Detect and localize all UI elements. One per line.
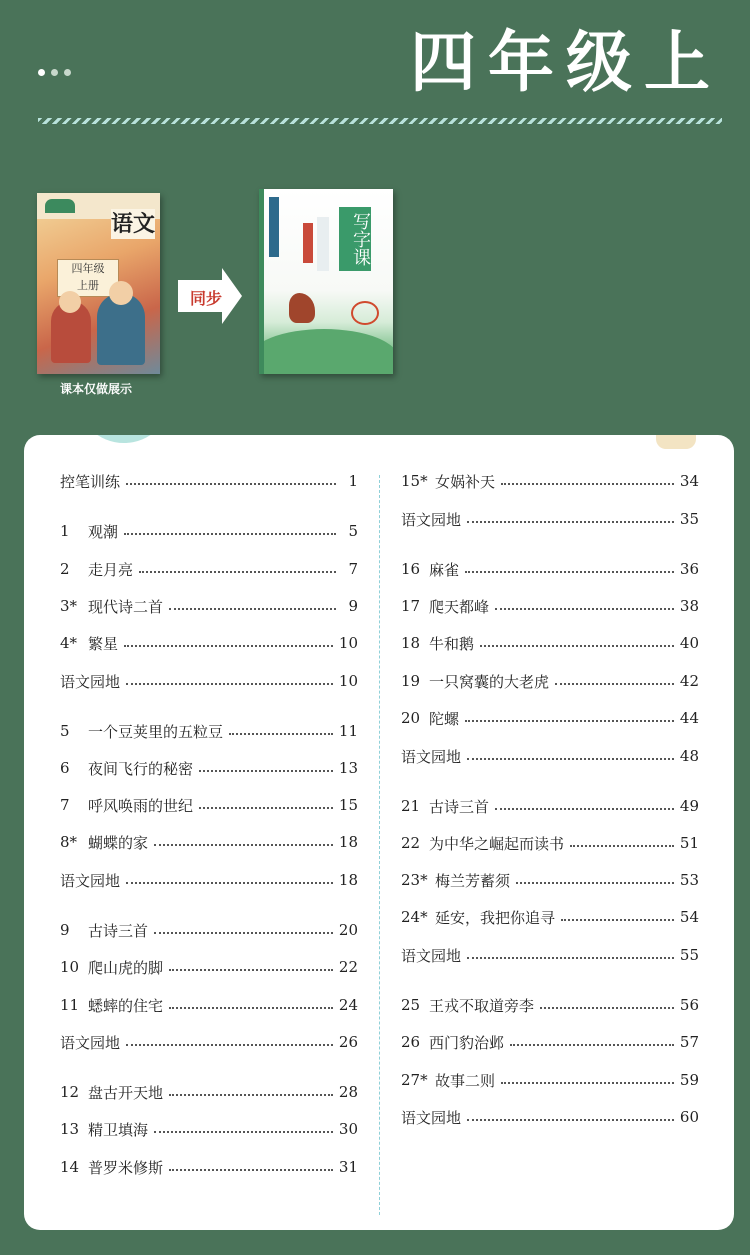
dot-leader bbox=[169, 1093, 333, 1096]
dot-leader bbox=[154, 931, 333, 934]
decorative-arc bbox=[76, 435, 172, 443]
lesson-title: 语文园地 bbox=[401, 510, 462, 529]
toc-row bbox=[401, 866, 699, 894]
page-number: 10 bbox=[338, 672, 358, 690]
sync-label: 同步 bbox=[189, 289, 222, 308]
lesson-number: 14 bbox=[60, 1158, 80, 1176]
page-number: 30 bbox=[338, 1120, 358, 1138]
lesson-title: 爬山虎的脚 bbox=[88, 958, 164, 977]
dot-leader bbox=[126, 482, 336, 485]
page-number: 24 bbox=[338, 996, 358, 1014]
lesson-number: 6 bbox=[60, 759, 70, 777]
lesson-number: 16 bbox=[401, 560, 421, 578]
publisher-logo bbox=[45, 199, 75, 213]
page-number: 38 bbox=[679, 597, 699, 615]
lesson-title: 古诗三首 bbox=[88, 921, 149, 940]
textbook-volume: 上册 bbox=[77, 279, 99, 292]
toc-row bbox=[401, 1028, 699, 1056]
lesson-number: 5 bbox=[60, 722, 70, 740]
lesson-title: 延安，我把你追寻 bbox=[435, 908, 556, 927]
dot-leader bbox=[229, 732, 333, 735]
dot-leader bbox=[516, 881, 674, 884]
page-number: 36 bbox=[679, 560, 699, 578]
lesson-number: 13 bbox=[60, 1120, 80, 1138]
dot-leader bbox=[169, 607, 336, 610]
decorative-tab bbox=[656, 435, 696, 449]
page-number: 9 bbox=[348, 597, 358, 615]
toc-row bbox=[60, 1078, 358, 1106]
dot-leader bbox=[467, 520, 674, 523]
lesson-title: 蟋蟀的住宅 bbox=[88, 996, 164, 1015]
toc-row bbox=[60, 667, 358, 695]
cover-hill bbox=[259, 329, 393, 374]
lesson-title: 语文园地 bbox=[401, 747, 462, 766]
lesson-title: 一只窝囊的大老虎 bbox=[429, 672, 550, 691]
toc-row bbox=[60, 828, 358, 856]
lesson-title: 普罗米修斯 bbox=[88, 1158, 164, 1177]
dot-leader bbox=[570, 844, 674, 847]
table-of-contents-card bbox=[24, 435, 734, 1230]
lesson-number: 19 bbox=[401, 672, 421, 690]
lesson-title: 控笔训练 bbox=[60, 472, 121, 491]
page-number: 28 bbox=[338, 1083, 358, 1101]
dot-leader bbox=[126, 881, 333, 884]
display-only-note: 课本仅做展示 bbox=[60, 382, 133, 396]
lesson-title: 观潮 bbox=[88, 522, 119, 541]
toc-row bbox=[401, 792, 699, 820]
toc-row bbox=[60, 717, 358, 745]
textbook-subject: 语文 bbox=[111, 211, 156, 237]
toc-row bbox=[60, 754, 358, 782]
horse-rider-illustration bbox=[289, 293, 315, 323]
page-number: 34 bbox=[679, 472, 699, 490]
dot-leader bbox=[465, 719, 674, 722]
page-number: 49 bbox=[679, 797, 699, 815]
lesson-number: 21 bbox=[401, 797, 421, 815]
toc-row bbox=[60, 866, 358, 894]
dot-leader bbox=[199, 806, 333, 809]
dot-leader bbox=[169, 1006, 333, 1009]
dot-leader bbox=[467, 956, 674, 959]
lesson-number: 4* bbox=[60, 634, 78, 652]
lesson-number: 3* bbox=[60, 597, 78, 615]
page-number: 20 bbox=[338, 921, 358, 939]
dot-leader bbox=[561, 918, 674, 921]
lesson-title: 王戎不取道旁李 bbox=[429, 996, 535, 1015]
lesson-number: 12 bbox=[60, 1083, 80, 1101]
toc-row bbox=[401, 829, 699, 857]
lesson-number: 1 bbox=[60, 522, 70, 540]
lesson-title: 语文园地 bbox=[60, 1033, 121, 1052]
textbook-grade: 四年级 bbox=[71, 262, 105, 275]
dot-leader bbox=[467, 757, 674, 760]
lesson-title: 盘古开天地 bbox=[88, 1083, 164, 1102]
lesson-title: 语文园地 bbox=[401, 1108, 462, 1127]
lesson-title: 走月亮 bbox=[88, 560, 134, 579]
toc-row bbox=[60, 629, 358, 657]
page-number: 53 bbox=[679, 871, 699, 889]
workbook-title: 写字课 bbox=[339, 207, 371, 271]
carousel-dots[interactable] bbox=[38, 69, 71, 76]
lesson-number: 24* bbox=[401, 908, 428, 926]
dot-leader bbox=[495, 807, 674, 810]
lesson-number: 17 bbox=[401, 597, 421, 615]
lesson-title: 语文园地 bbox=[401, 946, 462, 965]
illustration-face bbox=[59, 291, 81, 313]
toc-row bbox=[401, 467, 699, 495]
toc-row bbox=[60, 592, 358, 620]
lesson-title: 一个豆荚里的五粒豆 bbox=[88, 722, 224, 741]
dot-leader bbox=[495, 607, 674, 610]
page-number: 5 bbox=[348, 522, 358, 540]
lesson-title: 语文园地 bbox=[60, 871, 121, 890]
page-number: 54 bbox=[679, 908, 699, 926]
toc-row bbox=[401, 667, 699, 695]
workbook-cover-image bbox=[259, 189, 393, 374]
lesson-number: 10 bbox=[60, 958, 80, 976]
toc-row bbox=[401, 704, 699, 732]
carousel-dot[interactable] bbox=[51, 69, 58, 76]
lesson-number: 27* bbox=[401, 1071, 428, 1089]
toc-row bbox=[401, 941, 699, 969]
lesson-title: 梅兰芳蓄须 bbox=[435, 871, 511, 890]
page-number: 44 bbox=[679, 709, 699, 727]
toc-row bbox=[60, 1028, 358, 1056]
illustration-face bbox=[109, 281, 133, 305]
lesson-number: 22 bbox=[401, 834, 421, 852]
page-number: 57 bbox=[679, 1033, 699, 1051]
lesson-number: 20 bbox=[401, 709, 421, 727]
page-number: 10 bbox=[338, 634, 358, 652]
column-divider bbox=[379, 475, 380, 1215]
dot-leader bbox=[124, 532, 336, 535]
toc-row bbox=[60, 1115, 358, 1143]
cover-spine bbox=[259, 189, 264, 374]
page-number: 13 bbox=[338, 759, 358, 777]
toc-row bbox=[401, 903, 699, 931]
toc-row bbox=[60, 953, 358, 981]
dot-leader bbox=[555, 682, 674, 685]
dot-leader bbox=[126, 682, 333, 685]
dot-leader bbox=[501, 482, 674, 485]
toc-row bbox=[401, 991, 699, 1019]
lesson-number: 25 bbox=[401, 996, 421, 1014]
page-number: 11 bbox=[338, 722, 358, 740]
page-number: 22 bbox=[338, 958, 358, 976]
toc-row bbox=[60, 1153, 358, 1181]
page-number: 56 bbox=[679, 996, 699, 1014]
toc-row bbox=[401, 1103, 699, 1131]
page-number: 18 bbox=[338, 833, 358, 851]
cover-tag bbox=[317, 217, 329, 271]
toc-row bbox=[401, 592, 699, 620]
lesson-number: 9 bbox=[60, 921, 70, 939]
carousel-dot[interactable] bbox=[64, 69, 71, 76]
lesson-title: 精卫填海 bbox=[88, 1120, 149, 1139]
lesson-title: 为中华之崛起而读书 bbox=[429, 834, 565, 853]
toc-row bbox=[401, 555, 699, 583]
dot-leader bbox=[154, 843, 333, 846]
dot-leader bbox=[199, 769, 333, 772]
dot-leader bbox=[467, 1118, 674, 1121]
page-number: 42 bbox=[679, 672, 699, 690]
toc-row bbox=[401, 1066, 699, 1094]
lesson-number: 15* bbox=[401, 472, 428, 490]
lesson-title: 蝴蝶的家 bbox=[88, 833, 149, 852]
page-title: 四年级上 bbox=[410, 24, 722, 101]
lesson-number: 26 bbox=[401, 1033, 421, 1051]
lesson-title: 陀螺 bbox=[429, 709, 460, 728]
dot-leader bbox=[465, 570, 674, 573]
dot-leader bbox=[124, 644, 333, 647]
lesson-title: 故事二则 bbox=[435, 1071, 496, 1090]
lesson-title: 夜间飞行的秘密 bbox=[88, 759, 194, 778]
lesson-title: 语文园地 bbox=[60, 672, 121, 691]
page-number: 31 bbox=[338, 1158, 358, 1176]
dot-leader bbox=[540, 1006, 674, 1009]
lesson-title: 爬天都峰 bbox=[429, 597, 490, 616]
page-number: 26 bbox=[338, 1033, 358, 1051]
cover-tag bbox=[303, 223, 313, 263]
dot-leader bbox=[501, 1081, 674, 1084]
lesson-title: 牛和鹅 bbox=[429, 634, 475, 653]
lesson-title: 现代诗二首 bbox=[88, 597, 164, 616]
toc-row bbox=[60, 791, 358, 819]
toc-row bbox=[60, 991, 358, 1019]
lesson-number: 11 bbox=[60, 996, 80, 1014]
carousel-dot[interactable] bbox=[38, 69, 45, 76]
page-number: 48 bbox=[679, 747, 699, 765]
textbook-cover-image bbox=[37, 193, 160, 374]
page-number: 40 bbox=[679, 634, 699, 652]
toc-row bbox=[60, 467, 358, 495]
page-number: 18 bbox=[338, 871, 358, 889]
dot-leader bbox=[169, 1168, 333, 1171]
page-number: 60 bbox=[679, 1108, 699, 1126]
toc-row bbox=[401, 629, 699, 657]
lesson-number: 8* bbox=[60, 833, 78, 851]
dot-leader bbox=[126, 1043, 333, 1046]
lesson-number: 7 bbox=[60, 796, 70, 814]
seal-stamp-icon bbox=[351, 301, 379, 325]
lesson-title: 古诗三首 bbox=[429, 797, 490, 816]
lesson-title: 麻雀 bbox=[429, 560, 460, 579]
toc-row bbox=[401, 742, 699, 770]
lesson-number: 23* bbox=[401, 871, 428, 889]
toc-row bbox=[60, 517, 358, 545]
dot-leader bbox=[510, 1043, 674, 1046]
page-number: 55 bbox=[679, 946, 699, 964]
page-number: 51 bbox=[679, 834, 699, 852]
page-number: 15 bbox=[338, 796, 358, 814]
page-number: 1 bbox=[348, 472, 358, 490]
toc-row bbox=[401, 505, 699, 533]
dot-leader bbox=[154, 1130, 333, 1133]
brand-mark bbox=[269, 197, 279, 257]
lesson-title: 繁星 bbox=[88, 634, 119, 653]
lesson-number: 2 bbox=[60, 560, 70, 578]
dot-leader bbox=[139, 570, 336, 573]
dot-leader bbox=[480, 644, 674, 647]
toc-row bbox=[60, 555, 358, 583]
lesson-title: 呼风唤雨的世纪 bbox=[88, 796, 194, 815]
lesson-title: 女娲补天 bbox=[435, 472, 496, 491]
page-number: 35 bbox=[679, 510, 699, 528]
page-number: 59 bbox=[679, 1071, 699, 1089]
page-number: 7 bbox=[348, 560, 358, 578]
lesson-number: 18 bbox=[401, 634, 421, 652]
decorative-stripe bbox=[38, 118, 722, 124]
dot-leader bbox=[169, 968, 333, 971]
lesson-title: 西门豹治邺 bbox=[429, 1033, 505, 1052]
toc-row bbox=[60, 916, 358, 944]
